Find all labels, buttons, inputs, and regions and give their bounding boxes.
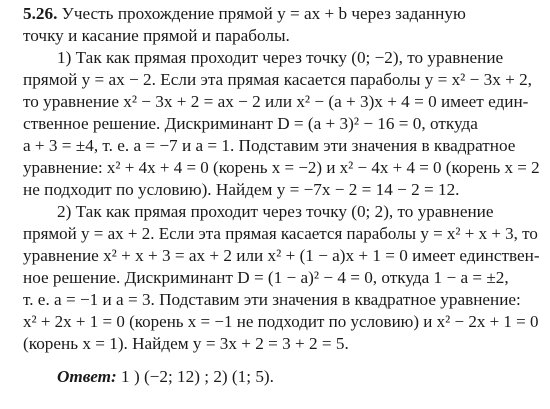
text-line-6: ственное решение. Дискриминант D = (a + 3)² − 16 = 0, откуда bbox=[23, 114, 478, 133]
problem-number: 5.26. bbox=[23, 4, 58, 23]
text-line-1: Учесть прохождение прямой y = ax + b через заданную bbox=[57, 4, 466, 23]
text-line-5: то уравнение x² − 3x + 2 = ax − 2 или x² − (a + 3)x + 4 = 0 имеет един- bbox=[23, 92, 529, 111]
text-line-16: (корень x = 1). Найдем y = 3x + 2 = 3 + 2 = 5. bbox=[23, 334, 349, 353]
text-line-4: прямой y = ax − 2. Если эта прямая касается параболы y = x² − 3x + 2, bbox=[23, 70, 532, 89]
text-line-9: не подходит по условию). Найдем y = −7x − 2 = 14 − 2 = 12. bbox=[23, 180, 460, 199]
problem-header bbox=[23, 3, 466, 25]
text-line-10: 2) Так как прямая проходит через точку (0; 2), то уравнение bbox=[57, 202, 494, 221]
text-line-7: a + 3 = ±4, т. е. a = −7 и a = 1. Подставим эти значения в квадратное bbox=[23, 136, 516, 155]
answer-label: Ответ: bbox=[57, 367, 117, 386]
text-line-14: т. е. a = −1 и a = 3. Подставим эти значения в квадратное уравнение: bbox=[23, 290, 521, 309]
answer-text: 1 ) (−2; 12) ; 2) (1; 5). bbox=[116, 367, 274, 386]
text-line-12: уравнение x² + x + 3 = ax + 2 или x² + (1 − a)x + 1 = 0 имеет единствен- bbox=[23, 246, 540, 265]
answer-line bbox=[57, 366, 274, 388]
text-line-15: x² + 2x + 1 = 0 (корень x = −1 не подходит по условию) и x² − 2x + 1 = 0 bbox=[23, 312, 539, 331]
text-line-3: 1) Так как прямая проходит через точку (0; −2), то уравнение bbox=[57, 48, 504, 67]
text-line-11: прямой y = ax + 2. Если эта прямая касается параболы y = x² + x + 3, то bbox=[23, 224, 538, 243]
text-line-8: уравнение: x² + 4x + 4 = 0 (корень x = −2) и x² − 4x + 4 = 0 (корень x = 2 bbox=[23, 158, 540, 177]
text-line-2: точку и касание прямой и параболы. bbox=[23, 26, 290, 45]
text-line-13: ное решение. Дискриминант D = (1 − a)² − 4 = 0, откуда 1 − a = ±2, bbox=[23, 268, 509, 287]
